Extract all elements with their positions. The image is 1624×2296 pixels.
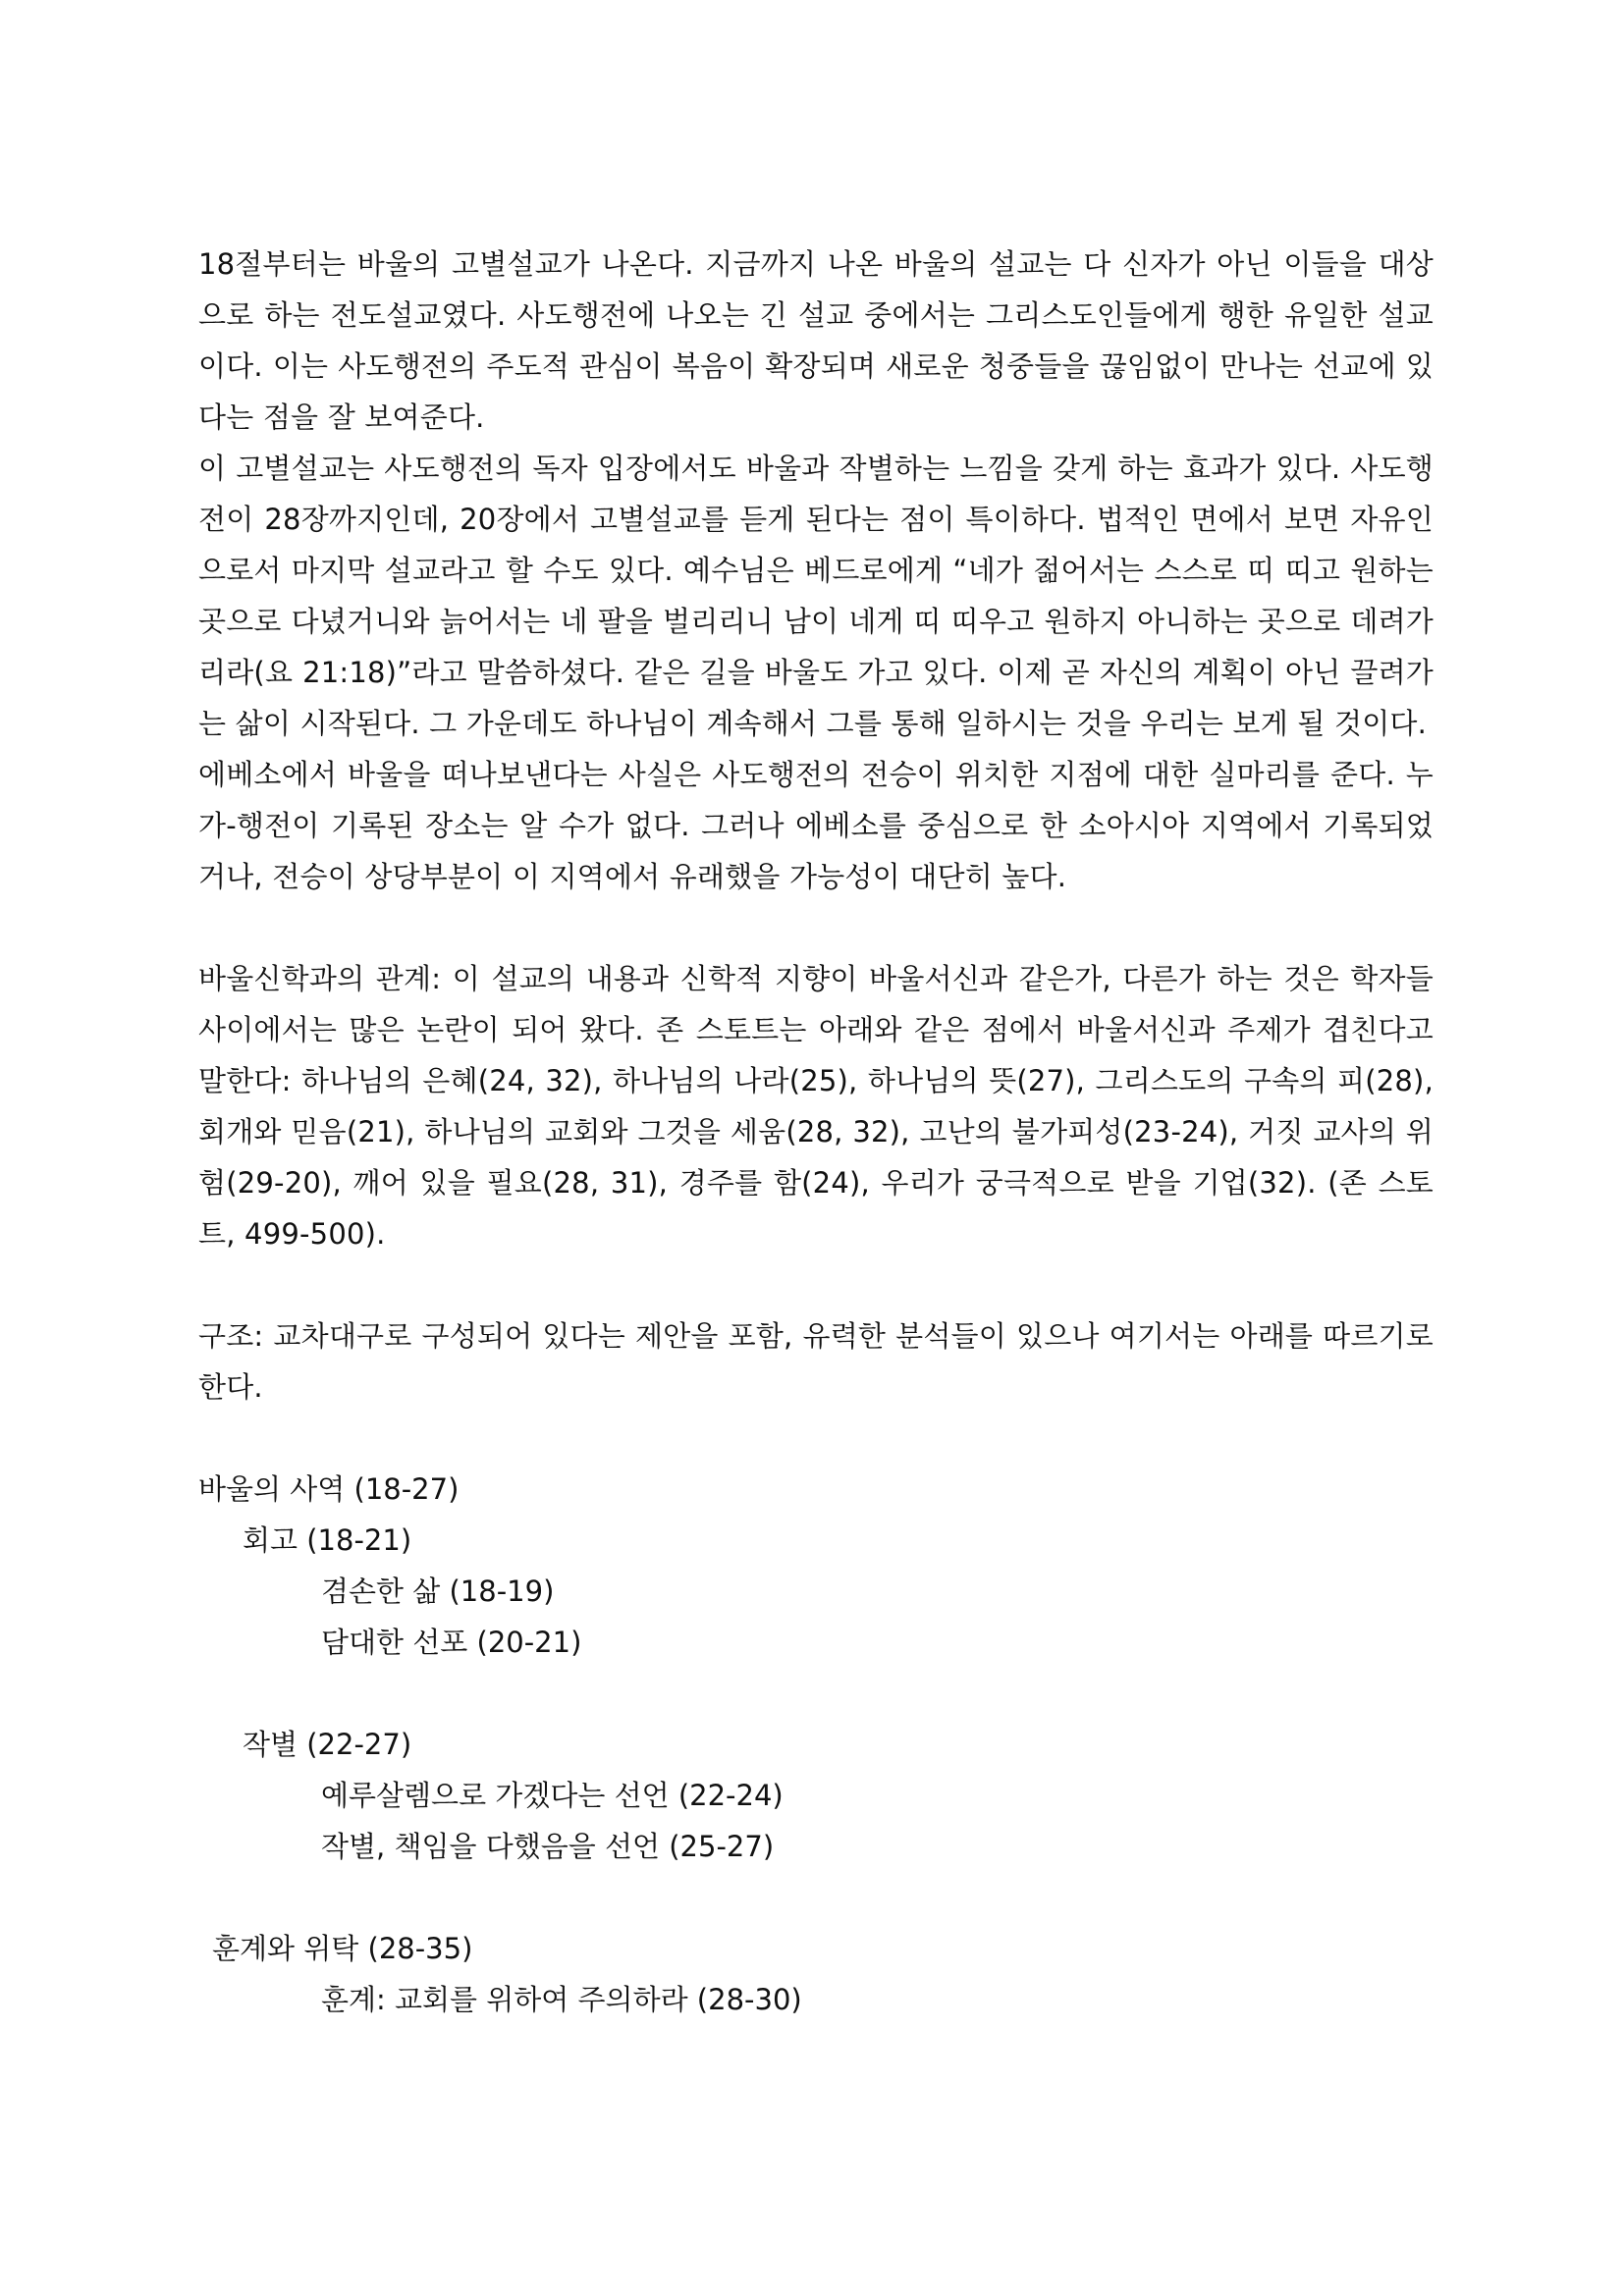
outline-item-humble-life: 겸손한 삶 (18-19): [321, 1575, 555, 1608]
paragraph-structure: 구조: 교차대구로 구성되어 있다는 제안을 포함, 유력한 분석들이 있으나 여기서는 아래를 따르기로 한다.: [198, 1319, 1434, 1404]
structure-outline: [198, 1464, 1434, 2025]
document-page: [198, 239, 1434, 2025]
outline-section-ministry: 바울의 사역 (18-27): [198, 1472, 460, 1506]
outline-sub-farewell: 작별 (22-27): [243, 1728, 412, 1761]
paragraph-ephesus-tradition: 에베소에서 바울을 떠나보낸다는 사실은 사도행전의 전승이 위치한 지점에 대한 실마리를 준다. 누가-행전이 기록된 장소는 알 수가 없다. 그러나 에베소를 중심으로 한 소아시아 지역에서 기록되었거나, 전승이 상당부분이 이 지역에서 유래했을 가능성이 대단히 높다.: [198, 758, 1434, 893]
paragraph-farewell-sermon: 18절부터는 바울의 고별설교가 나온다. 지금까지 나온 바울의 설교는 다 신자가 아닌 이들을 대상으로 하는 전도설교였다. 사도행전에 나오는 긴 설교 중에서는 그리스도인들에게 행한 유일한 설교이다. 이는 사도행전의 주도적 관심이 복음이 확장되며 새로운 청중들을 끊임없이 만나는 선교에 있다는 점을 잘 보여준다.: [198, 247, 1434, 434]
outline-item-bold-proclamation: 담대한 선포 (20-21): [321, 1626, 582, 1659]
outline-item-jerusalem-declaration: 예루살렘으로 가겠다는 선언 (22-24): [321, 1779, 784, 1812]
outline-section-exhortation: 훈계와 위탁 (28-35): [212, 1932, 473, 1965]
outline-item-responsibility-fulfilled: 작별, 책임을 다했음을 선언 (25-27): [321, 1830, 775, 1863]
paragraph-gap: [198, 1259, 1434, 1310]
outline-item-guard-church: 훈계: 교회를 위하여 주의하라 (28-30): [321, 1983, 802, 2016]
outline-spacer: [198, 1668, 1434, 1719]
paragraph-pauline-theology: 바울신학과의 관계: 이 설교의 내용과 신학적 지향이 바울서신과 같은가, 다른가 하는 것은 학자들 사이에서는 많은 논란이 되어 왔다. 존 스토트는 아래와 같은 점에서 바울서신과 주제가 겹친다고 말한다: 하나님의 은혜(24, 32), 하나님의 나라(25), 하나님의 뜻(27), 그리스도의 구속의 피(28), 회개와 믿음(21), 하나님의 교회와 그것을 세움(28, 32), 고난의 불가피성(23-24), 거짓 교사의 위험(29-20), 깨어 있을 필요(28, 31), 경주를 함(24), 우리가 궁극적으로 받을 기업(32). (존 스토트, 499-500).: [198, 962, 1434, 1251]
outline-sub-recollection: 회고 (18-21): [243, 1523, 412, 1557]
paragraph-gap: [198, 1413, 1434, 1464]
paragraph-reader-perspective: 이 고별설교는 사도행전의 독자 입장에서도 바울과 작별하는 느낌을 갖게 하는 효과가 있다. 사도행전이 28장까지인데, 20장에서 고별설교를 듣게 된다는 점이 특이하다. 법적인 면에서 보면 자유인으로서 마지막 설교라고 할 수도 있다. 예수님은 베드로에게 “네가 젊어서는 스스로 띠 띠고 원하는 곳으로 다녔거니와 늙어서는 네 팔을 벌리리니 남이 네게 띠 띠우고 원하지 아니하는 곳으로 데려가리라(요 21:18)”라고 말씀하셨다. 같은 길을 바울도 가고 있다. 이제 곧 자신의 계획이 아닌 끌려가는 삶이 시작된다. 그 가운데도 하나님이 계속해서 그를 통해 일하시는 것을 우리는 보게 될 것이다.: [198, 452, 1434, 740]
outline-spacer: [198, 1872, 1434, 1923]
paragraph-gap: [198, 902, 1434, 953]
